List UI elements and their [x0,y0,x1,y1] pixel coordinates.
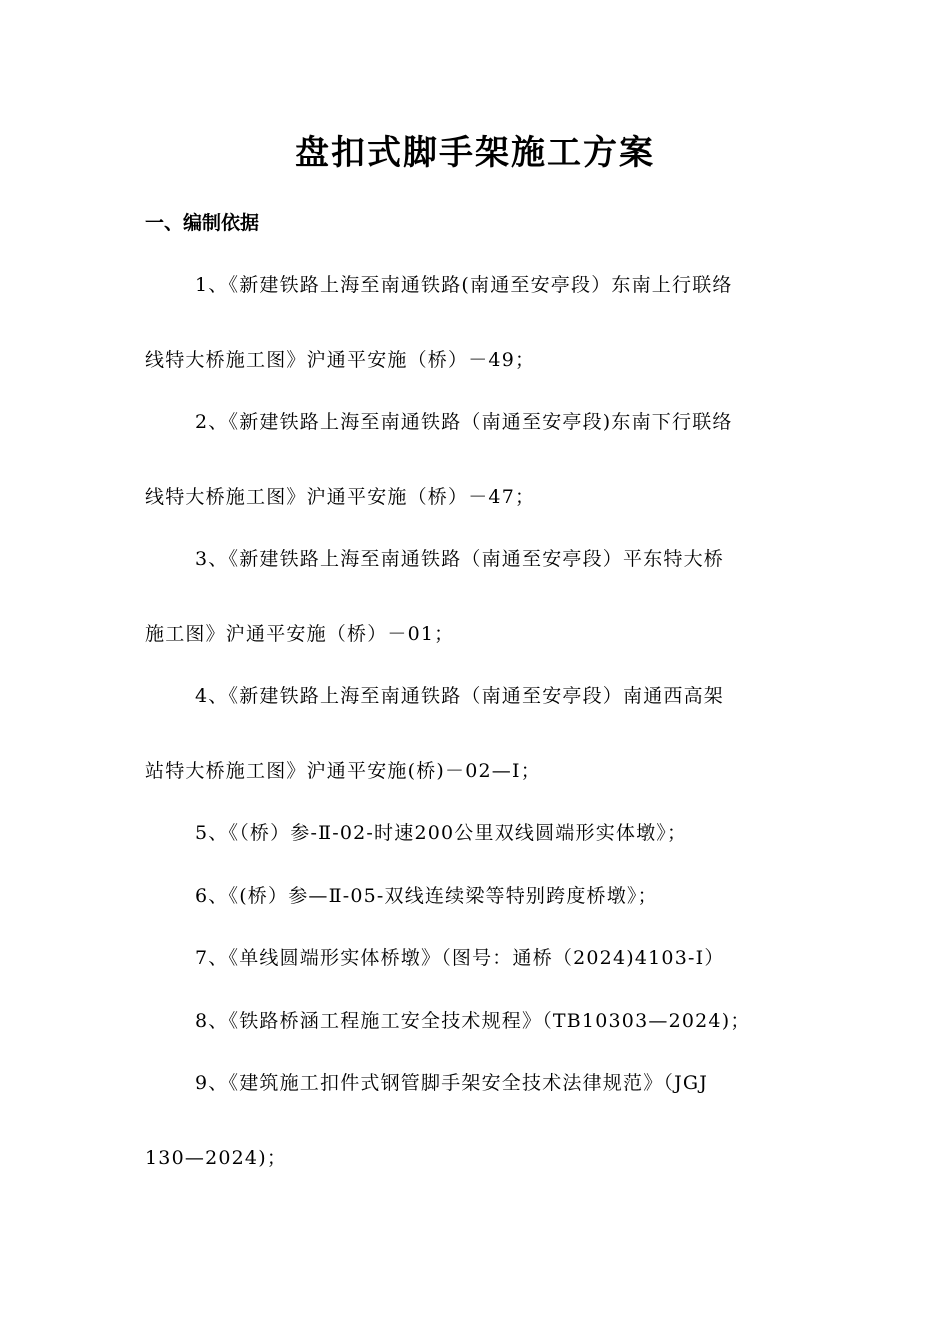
list-item-1-line-2: 线特大桥施工图》沪通平安施（桥）－49； [145,349,536,371]
list-item-3-line-2: 施工图》沪通平安施（桥）－01； [145,623,455,645]
list-item-7: 7、《单线圆端形实体桥墩》（图号：通桥（2024)4103-I） [195,947,725,969]
list-item-6: 6、《(桥）参—Ⅱ-05-双线连续梁等特别跨度桥墩》； [195,885,658,907]
list-item-9-line-2: 130—2024)； [145,1147,288,1169]
list-item-9-line-1: 9、《建筑施工扣件式钢管脚手架安全技术法律规范》（JGJ [195,1072,709,1094]
list-item-2-line-1: 2、《新建铁路上海至南通铁路（南通至安亭段)东南下行联络 [195,411,733,433]
list-item-5: 5、《（桥）参-Ⅱ-02-时速200公里双线圆端形实体墩》； [195,822,688,844]
section-heading: 一、编制依据 [145,212,260,234]
list-item-8: 8、《铁路桥涵工程施工安全技术规程》（TB10303—2024)； [195,1010,751,1032]
list-item-2-line-2: 线特大桥施工图》沪通平安施（桥）－47； [145,486,536,508]
list-item-4-line-1: 4、《新建铁路上海至南通铁路（南通至安亭段）南通西高架 [195,685,724,707]
list-item-3-line-1: 3、《新建铁路上海至南通铁路（南通至安亭段）平东特大桥 [195,548,724,570]
list-item-4-line-2: 站特大桥施工图》沪通平安施(桥)－02—I； [145,760,541,782]
list-item-1-line-1: 1、《新建铁路上海至南通铁路(南通至安亭段）东南上行联络 [195,274,733,296]
document-title: 盘扣式脚手架施工方案 [295,133,655,173]
